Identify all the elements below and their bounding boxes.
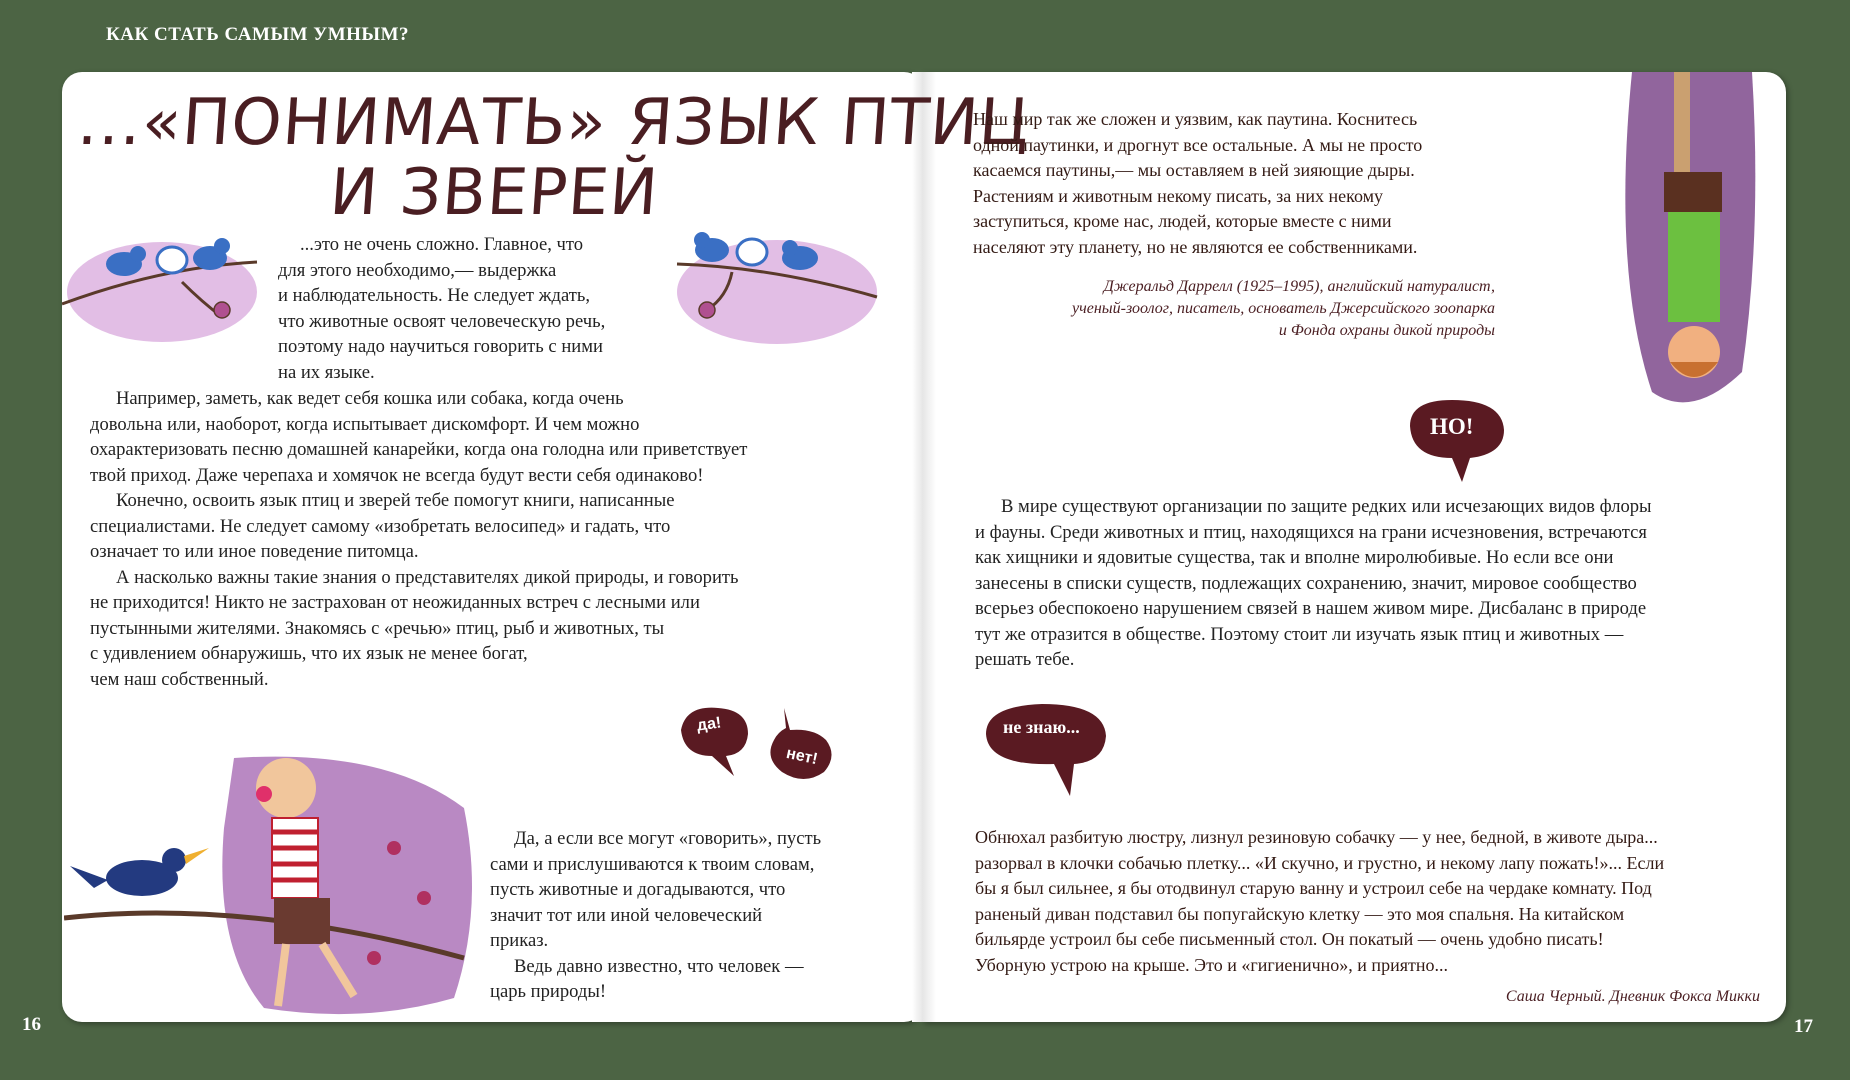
text-line: означает то или иное поведение питомца. [90, 541, 419, 562]
text-line: чем наш собственный. [90, 668, 269, 690]
text-line: разорвал в клочки собачью плетку... «И скучно, и грустно, и некому лапу пожать!»... Если [975, 852, 1665, 873]
crow-icon [70, 848, 209, 896]
excerpt-text [975, 825, 1775, 978]
text-line: раненый диван подставил бы попугайскую клетку — это моя спальня. На китайском [975, 903, 1625, 924]
bird-icon [737, 239, 767, 265]
text-line: бы я был сильнее, я бы отодвинул старую ванну и устроил себе на чердаке комнату. Под [975, 878, 1652, 898]
left-bottom-text [490, 826, 890, 1005]
bubble-yes-label: да! [695, 714, 723, 735]
text-line: одной паутинки, и дрогнут все остальные. А мы не просто [973, 134, 1423, 155]
boy-on-branch-illustration [64, 748, 484, 1024]
text-line: приказ. [490, 930, 549, 951]
text-line: Наш мир так же сложен и уязвим, как паутина. Коснитесь [973, 109, 1418, 129]
left-body-text [90, 386, 880, 692]
text-line: заступиться, кроме нас, людей, которые вместе с ними [973, 211, 1392, 231]
text-line: и Фонда охраны дикой природы [1278, 322, 1495, 339]
text-line: для этого необходимо,— выдержка [278, 259, 557, 281]
right-body-text [975, 494, 1765, 673]
text-line: на их языке. [278, 361, 375, 383]
text-line: решать тебе. [975, 649, 1075, 670]
bird-icon [157, 247, 187, 273]
text-line: Да, а если все могут «говорить», пусть [514, 828, 822, 849]
text-line: сами и прислушиваются к твоим словам, [490, 853, 815, 875]
text-line: пустынными жителями. Знакомясь с «речью» птиц, рыб и животных, ты [90, 617, 665, 639]
speech-bubble-yes [676, 700, 756, 780]
darrell-quote [973, 107, 1533, 260]
text-line: охарактеризовать песню домашней канарейки, когда она голодна или приветствует [90, 439, 748, 460]
chapter-header: КАК СТАТЬ САМЫМ УМНЫМ? [106, 24, 410, 45]
text-line: с удивлением обнаружишь, что их язык не менее богат, [90, 643, 528, 664]
text-line: Уборную устрою на крыше. Это и «гигиенично», и приятно... [975, 954, 1448, 975]
page-number-right: 17 [1794, 1016, 1813, 1037]
text-line: как хищники и ядовитые существа, так и вполне миролюбивые. Но если все они [975, 547, 1614, 568]
text-line: Например, заметь, как ведет себя кошка или собака, когда очень [116, 388, 624, 409]
text-line: А насколько важны такие знания о представителях дикой природы, и говорить [116, 566, 739, 588]
text-line: бильярде устроил бы себе письменный стол. Он покатый — очень удобно писать! [975, 929, 1604, 949]
text-line: ученый-зоолог, писатель, основатель Джерсийского зоопарка [1072, 300, 1495, 317]
bubble-but-label: НО! [1430, 414, 1474, 439]
text-line: населяют эту планету, но не являются ее собственниками. [973, 236, 1418, 257]
text-line: всерьез обеспокоено нарушением связей в нашем живом мире. Дисбаланс в природе [975, 598, 1647, 619]
bubble-no-label: нет! [784, 744, 820, 769]
quote-attribution [960, 276, 1495, 342]
page-number-left: 16 [22, 1014, 41, 1035]
text-line: что животные освоят человеческую речь, [278, 310, 606, 332]
text-line: поэтому надо научиться говорить с ними [278, 336, 603, 357]
bubble-dont-know-label: не знаю... [1003, 717, 1080, 737]
text-line: занесены в списки существ, подлежащих сохранению, значит, мировое сообщество [975, 572, 1637, 594]
intro-paragraph [278, 232, 678, 385]
book-spine [912, 72, 936, 1022]
birds-on-branch-illustration [62, 222, 262, 352]
text-line: тут же отразится в обществе. Поэтому стоит ли изучать язык птиц и животных — [975, 623, 1624, 645]
text-line: Растениям и животным некому писать, за них некому [973, 185, 1384, 206]
text-line: значит тот или иной человеческий [490, 904, 763, 926]
text-line: В мире существуют организации по защите редких или исчезающих видов флоры [1001, 496, 1652, 517]
page-title-line2: И ЗВЕРЕЙ [327, 156, 662, 230]
text-line: твой приход. Даже черепаха и хомячок не всегда будут вести себя одинаково! [90, 464, 704, 486]
text-line: Конечно, освоить язык птиц и зверей тебе помогут книги, написанные [116, 490, 675, 511]
hanging-boy-illustration [1612, 72, 1762, 420]
text-line: царь природы! [490, 981, 607, 1002]
text-line: и наблюдательность. Не следует ждать, [278, 285, 590, 306]
text-line: и фауны. Среди животных и птиц, находящихся на грани исчезновения, встречаются [975, 521, 1647, 543]
text-line: Обнюхал разбитую люстру, лизнул резиновую собачку — у нее, бедной, в животе дыра... [975, 827, 1658, 847]
text-line: пусть животные и догадываются, что [490, 879, 786, 900]
speech-bubble-dont-know [982, 700, 1110, 800]
text-line: касаемся паутины,— мы оставляем в ней зияющие дыры. [973, 160, 1415, 180]
text-line: специалистами. Не следует самому «изобретать велосипед» и гадать, что [90, 515, 671, 537]
text-line: ...это не очень сложно. Главное, что [300, 234, 584, 255]
excerpt-attribution: Саша Черный. Дневник Фокса Микки [1505, 988, 1760, 1005]
text-line: Джеральд Даррелл (1925–1995), английский натуралист, [1103, 278, 1495, 295]
text-line: Ведь давно известно, что человек — [514, 955, 804, 977]
bird-icon [694, 232, 729, 262]
text-line: не приходится! Никто не застрахован от неожиданных встреч с лесными или [90, 592, 700, 613]
speech-bubble-no [764, 706, 844, 786]
page-title-line1: ...«ПОНИМАТЬ» ЯЗЫК ПТИЦ [75, 86, 1033, 160]
speech-bubble-but [1400, 396, 1510, 486]
birds-on-branch-illustration-right [672, 222, 882, 352]
text-line: довольна или, наоборот, когда испытывает дискомфорт. И чем можно [90, 413, 640, 435]
